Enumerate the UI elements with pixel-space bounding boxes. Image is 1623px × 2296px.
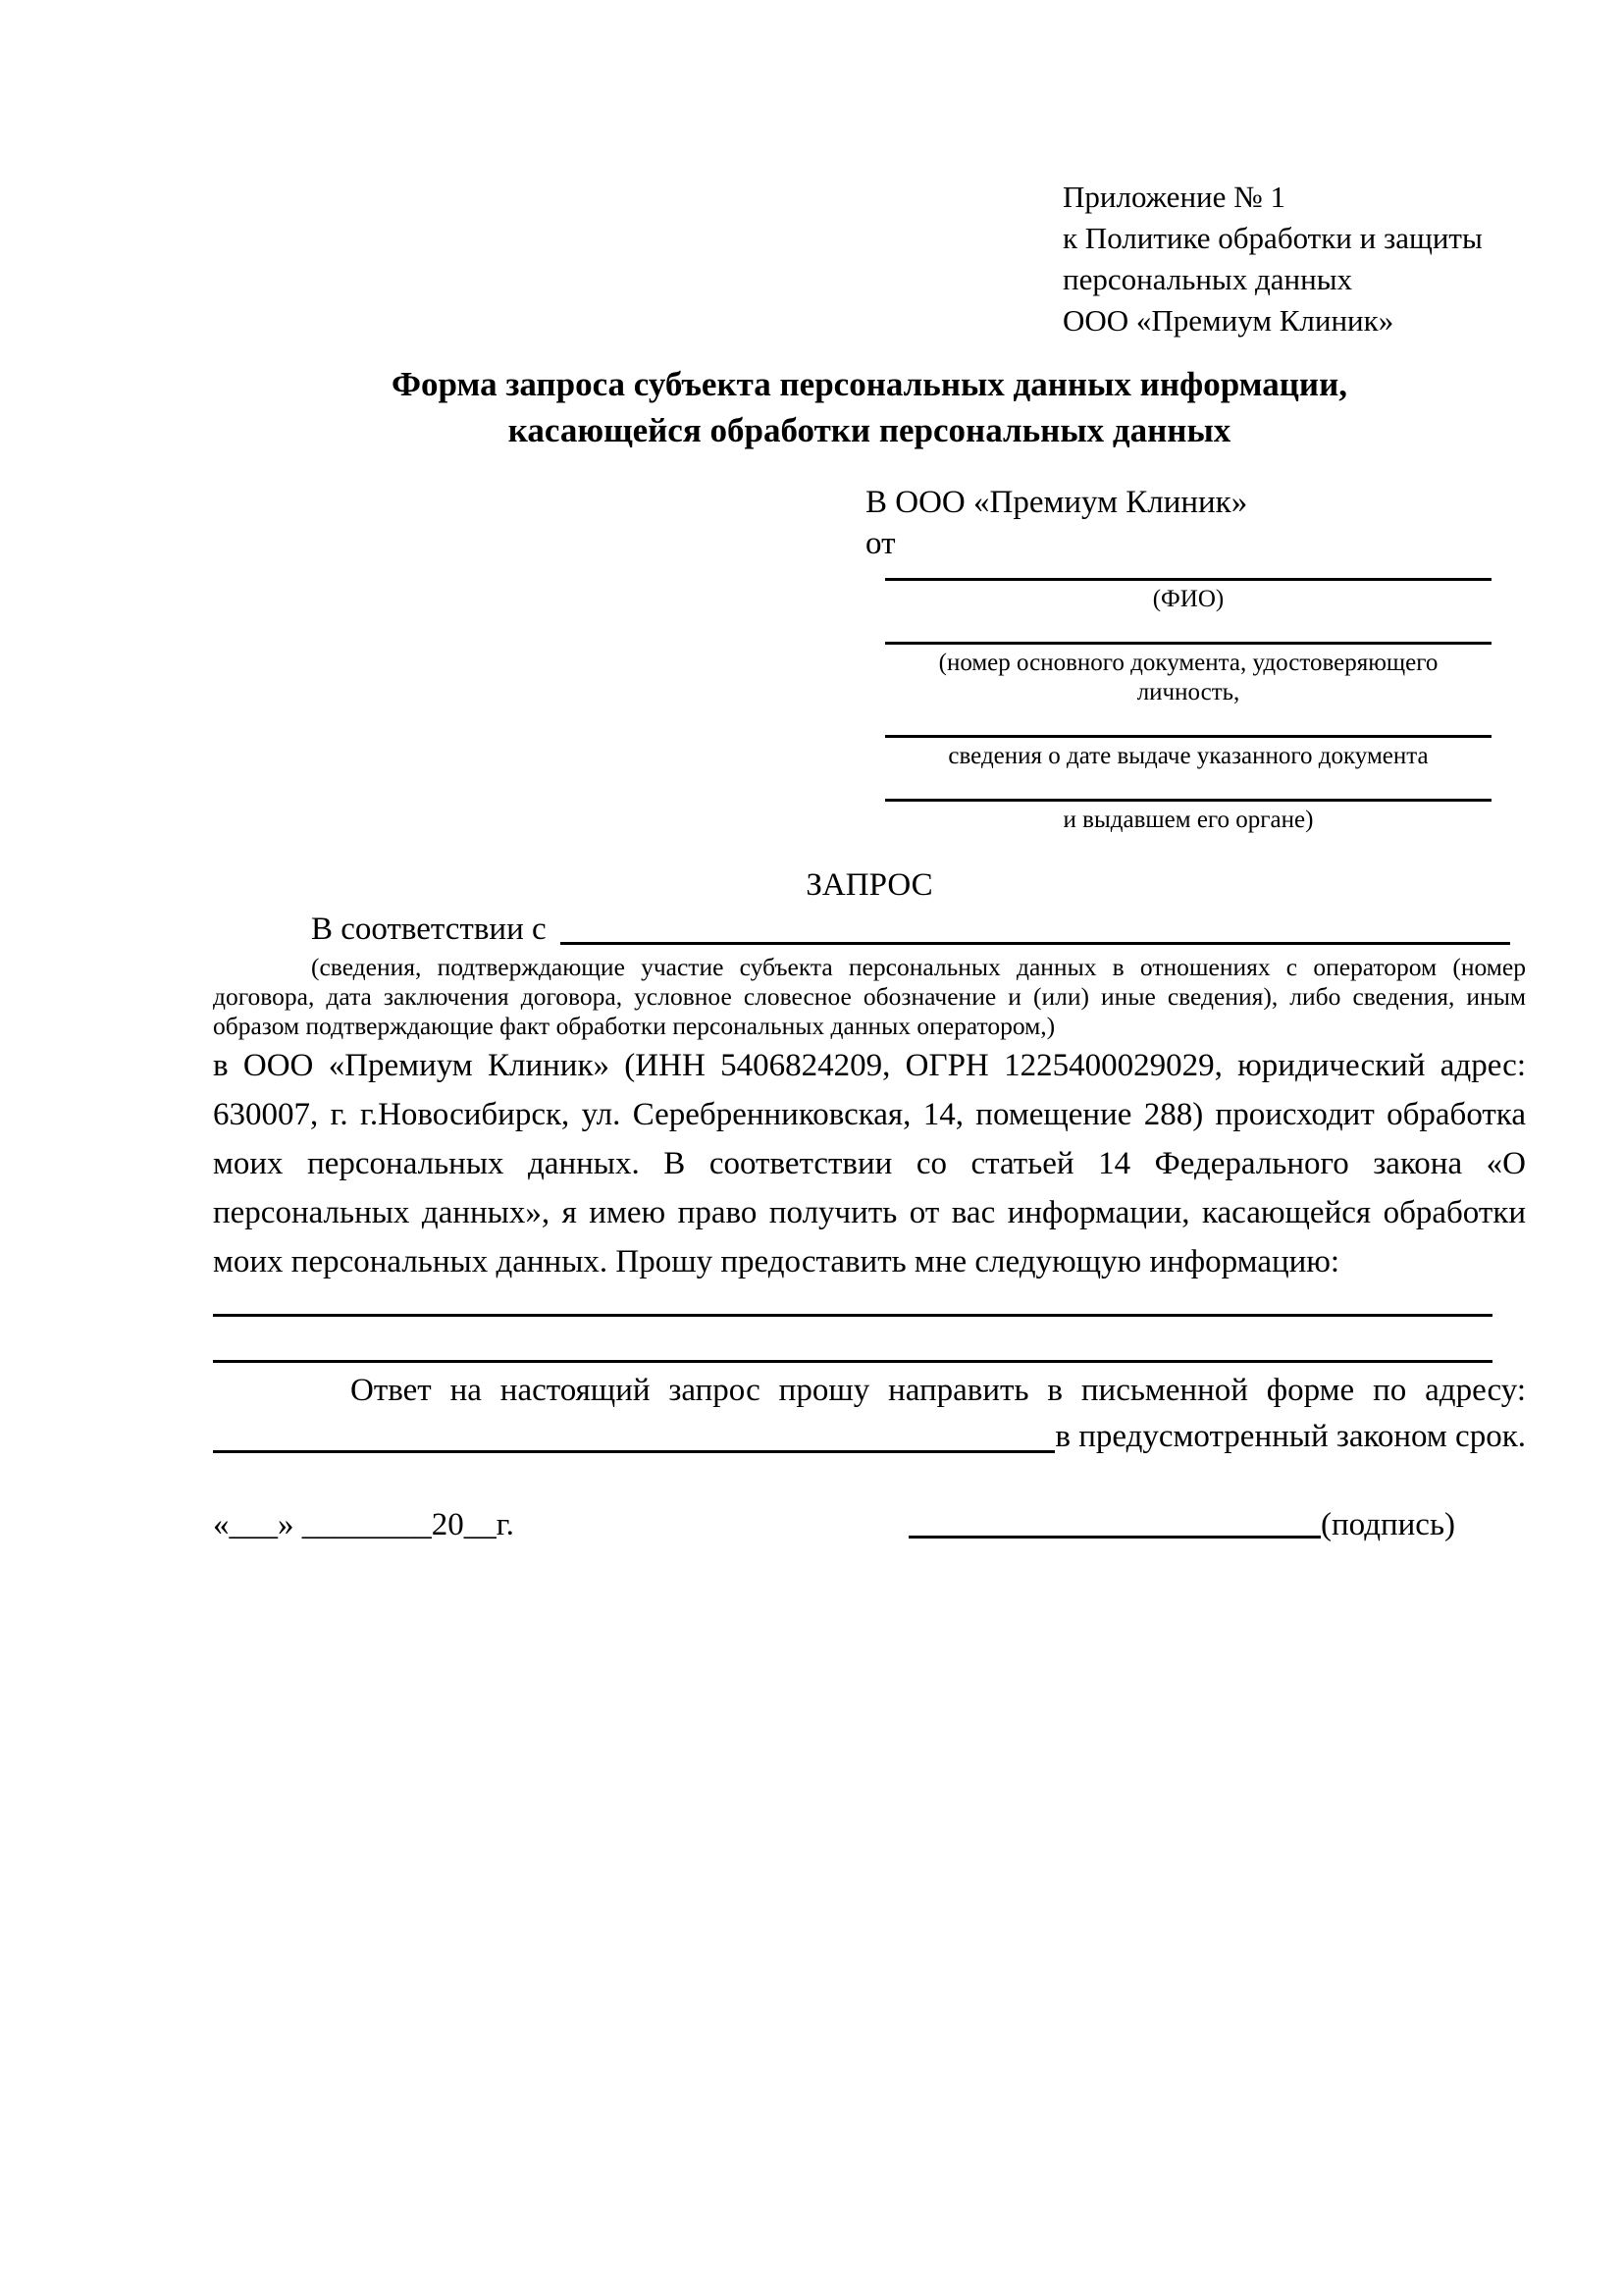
basis-field-line [560,942,1510,945]
appendix-line: ООО «Премиум Клиник» [1063,303,1394,338]
appendix-header [1063,177,1526,341]
form-title [213,361,1526,453]
appendix-line: персональных данных [1063,262,1353,296]
addressee-block [865,483,1511,835]
info-field-line-1 [213,1314,1492,1317]
footer-row [213,1504,1526,1545]
id-doc-field-line [885,642,1492,645]
issue-date-field-line [885,735,1492,738]
document-content [213,0,1526,1545]
basis-prefix: В соответствии с [311,912,547,947]
id-doc-caption: (номер основного документа, удостоверяющего личность, [938,650,1439,705]
request-heading: ЗАПРОС [806,867,933,903]
basis-row [213,908,1526,951]
issuer-caption: и выдавшем его органе) [1063,807,1314,833]
signature-caption: (подпись) [1321,1507,1455,1542]
request-body: в ООО «Премиум Клиник» (ИНН 5406824209, ОГРН 1225400029029, юридический адрес: 630007, г. г.Новосибирск, ул. Серебренниковская, 14, помещение 288) происходит обработка моих персональных данных. В соответствии со статьей 14 Федерального закона «О персональных данных», я имею право получить от вас информации, касающейся обработки моих персональных данных. Прошу предоставить мне следующую информацию: [213,1048,1526,1279]
reply-row [213,1414,1526,1459]
date-blank: «___» ________20__г. [213,1507,514,1542]
addressee-to: В ООО «Премиум Клиник» [865,485,1248,520]
reply-sentence: Ответ на настоящий запрос прошу направить в письменной форме по адресу: [350,1373,1526,1408]
issuer-field-line [885,799,1492,802]
addressee-from-label: от [865,526,896,561]
info-field-line-2 [213,1360,1492,1363]
form-title-line-2: касающейся обработки персональных данных [507,411,1231,449]
fio-field-line [885,578,1492,581]
basis-fine-print: (сведения, подтверждающие участие субъекта персональных данных в отношениях с оператором (номер договора, дата заключения договора, условное словесное обозначение и (или) иные сведения), либо сведения, иным образом подтверждающие факт обработки персональных данных оператором,) [213,953,1526,1040]
appendix-line: к Политике обработки и защиты [1063,221,1483,255]
address-field-line [213,1450,1055,1453]
form-title-line-1: Форма запроса субъекта персональных данных информации, [391,365,1348,403]
signature-group [909,1504,1455,1545]
signature-field-line [909,1536,1321,1539]
fio-caption: (ФИО) [1152,586,1225,612]
issue-date-caption: сведения о дате выдаче указанного документа [948,743,1429,769]
appendix-line: Приложение № 1 [1063,180,1285,214]
reply-suffix: в предусмотренный законом срок. [1055,1419,1526,1454]
